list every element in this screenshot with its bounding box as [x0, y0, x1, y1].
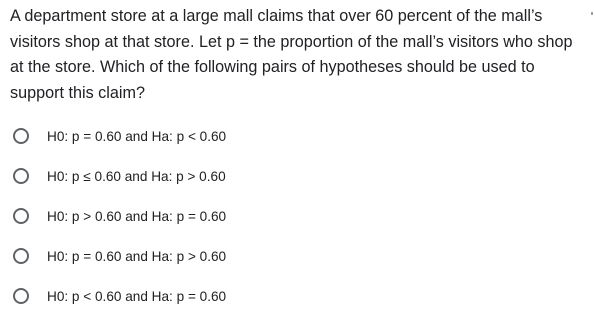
option-label: H0: p ≤ 0.60 and Ha: p > 0.60 — [47, 168, 226, 184]
option-label: H0: p = 0.60 and Ha: p > 0.60 — [47, 248, 227, 264]
option-3[interactable] — [10, 196, 570, 236]
option-label: H0: p > 0.60 and Ha: p = 0.60 — [47, 208, 227, 224]
radio-button-icon[interactable] — [13, 248, 29, 264]
option-label: H0: p = 0.60 and Ha: p < 0.60 — [47, 128, 227, 144]
option-4[interactable] — [10, 236, 570, 276]
option-2[interactable] — [10, 156, 570, 196]
option-1[interactable] — [10, 116, 570, 156]
radio-button-icon[interactable] — [13, 128, 29, 144]
radio-button-icon[interactable] — [13, 288, 29, 304]
radio-button-icon[interactable] — [13, 168, 29, 184]
required-mark — [591, 12, 593, 15]
option-label: H0: p < 0.60 and Ha: p = 0.60 — [47, 288, 227, 304]
question-text: A department store at a large mall claims that over 60 percent of the mall’s visitors shop at that store. Let p = the proportion of the mall’s visitors who shop at the store. Which of the following pairs of hypotheses should be used to support this claim? — [10, 7, 573, 102]
radio-button-icon[interactable] — [13, 208, 29, 224]
option-5[interactable] — [10, 276, 570, 316]
